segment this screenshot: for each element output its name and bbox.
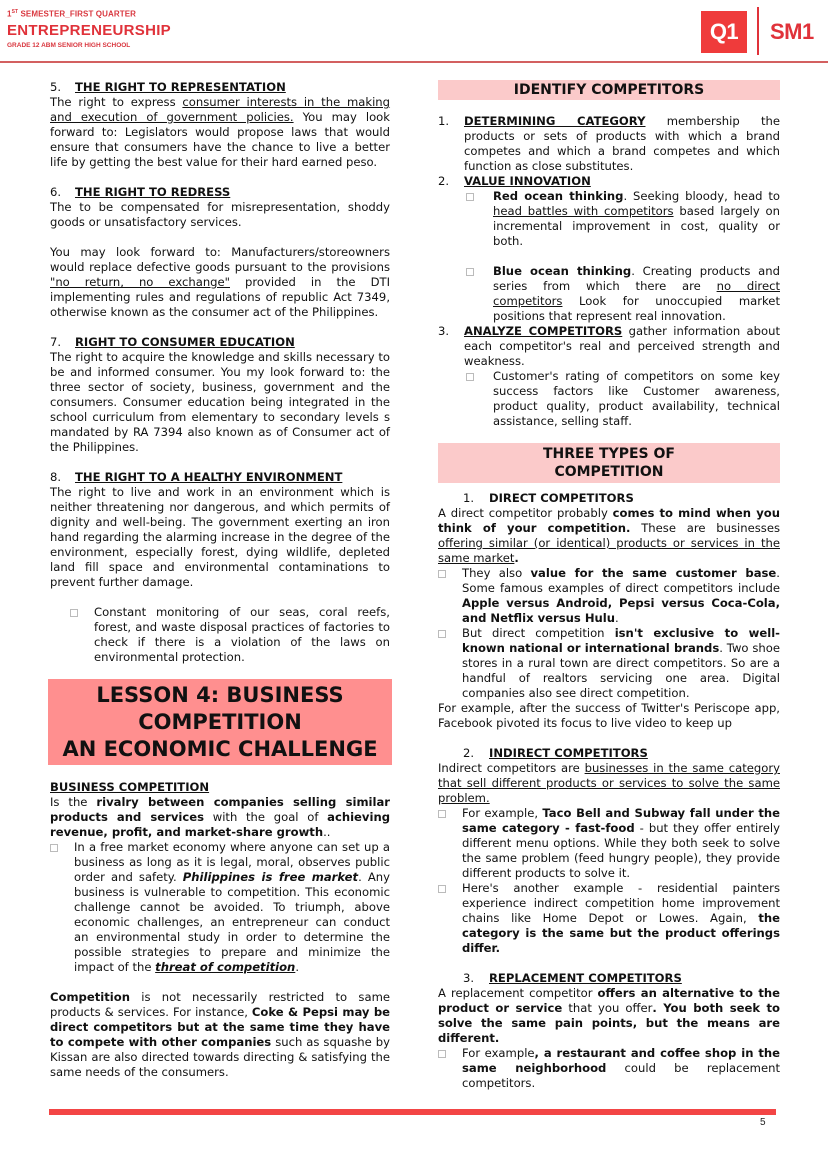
bullet-box-icon xyxy=(438,630,446,638)
list-item-value-innovation: 2. VALUE INNOVATION xyxy=(438,174,591,188)
replacement-competitors-heading: 3. REPLACEMENT COMPETITORS xyxy=(463,971,682,985)
footer-rule xyxy=(49,1109,776,1115)
list-item: For example, Taco Bell and Subway fall under the same category - fast-food - but they offer entirely different menu options. While they both seek to solve the same problem (feed hungry people), they provide different products to solve it. xyxy=(438,806,780,881)
paragraph-redress: The to be compensated for misrepresentation, shoddy goods or unsatisfactory services. xyxy=(50,200,390,229)
paragraph-direct-example: For example, after the success of Twitter's Periscope app, Facebook pivoted its focus to live video to keep up xyxy=(438,701,780,730)
semester-label: 1ST SEMESTER_FIRST QUARTER xyxy=(7,9,137,19)
bullet-box-icon xyxy=(466,268,474,276)
section-heading-redress: 6. THE RIGHT TO REDRESS xyxy=(50,185,231,199)
list-item: For example, a restaurant and coffee shop in the same neighborhood could be replacement competitors. xyxy=(438,1046,780,1091)
three-types-banner: THREE TYPES OF COMPETITION xyxy=(438,443,780,483)
business-competition-heading: BUSINESS COMPETITION xyxy=(50,780,210,794)
list-item-analyze-competitors: 3. ANALYZE COMPETITORS gather information about each competitor's real and perceived strength and weakness. xyxy=(438,324,780,368)
bullet-box-icon xyxy=(466,193,474,201)
list-item-determining-category: 1. DETERMINING CATEGORY membership the products or sets of products with which a brand competes and which a brand competes and which function as close substitutes. xyxy=(438,114,780,173)
paragraph-consumer-education: The right to acquire the knowledge and skills necessary to be and informed consumer. You my look forward to: the three sector of society, business, government and the consumers. Consumer education being integrated in the school curriculum from elementary to secondary levels s mandated by RA 7394 also known as of Consumer act of the Philippines. xyxy=(50,350,390,454)
paragraph-replacement-competitors: A replacement competitor offers an alternative to the product or service that you offer. You both seek to solve the same pain points, but the means are different. xyxy=(438,986,780,1045)
list-item: They also value for the same customer base. Some famous examples of direct competitors include Apple versus Android, Pepsi versus Coca-Cola, and Netflix versus Hulu. xyxy=(438,566,780,626)
page-number: 5 xyxy=(760,1117,766,1128)
paragraph-redress-forward: You may look forward to: Manufacturers/storeowners would replace defective goods pursuant to the provisions "no return, no exchange" provided in the DTI implementing rules and regulations of republic Act 7349, otherwise known as the consumer act of the Philippines. xyxy=(50,245,390,319)
bullet-box-icon xyxy=(438,570,446,578)
module-badge: SM1 xyxy=(770,19,814,44)
lesson-banner: LESSON 4: BUSINESS COMPETITION AN ECONOMIC CHALLENGE xyxy=(48,679,392,765)
bullet-box-icon xyxy=(438,810,446,818)
bullet-box-icon xyxy=(466,373,474,381)
list-item: Here's another example - residential painters experience indirect competition home improvement chains like Home Depot or Lowes. Again, the category is the same but the product offerings differ. xyxy=(438,881,780,956)
paragraph-healthy-environment: The right to live and work in an environment which is neither threatening nor dangerous, and which permits of dignity and well-being. The government exerting an iron hand regarding the alarming increase in the degree of the environment, especially forest, dying wildlife, depleted land fill space and environmental contaminations to prevent further damage. xyxy=(50,485,390,589)
list-item-red-ocean: Red ocean thinking. Seeking bloody, head to head battles with competitors based largely on incremental improvement in cost, quality or both. xyxy=(438,189,780,249)
bullet-box-icon xyxy=(438,885,446,893)
direct-competitors-heading: 1. DIRECT COMPETITORS xyxy=(463,491,634,505)
section-heading-representation: 5. THE RIGHT TO REPRESENTATION xyxy=(50,80,286,94)
indirect-competitors-heading: 2. INDIRECT COMPETITORS xyxy=(463,746,648,760)
list-item: But direct competition isn't exclusive to well-known national or international brands. Two shoe stores in a rural town are direct competitors. So are a handful of realtors servicing one area. Digital companies also see direct competition. xyxy=(438,626,780,701)
paragraph-competition: Competition is not necessarily restricted to same products & services. For instance, Coke & Pepsi may be direct competitors but at the same time they have to compete with other companies such as squashe by Kissan are also directed towards directing & satisfying the same needs of the consumers. xyxy=(50,990,390,1079)
paragraph-representation: The right to express consumer interests in the making and execution of government policies. You may look forward to: Legislators would propose laws that would ensure that consumers have the chance to live a better life by getting the best value for their hard earned peso. xyxy=(50,95,391,169)
list-item: Constant monitoring of our seas, coral reefs, forest, and waste disposal practices of factories to check if there is a violation of the laws on environmental protection. xyxy=(50,605,390,665)
list-item-blue-ocean: Blue ocean thinking. Creating products and series from which there are no direct competitors Look for unoccupied market positions that represent real innovation. xyxy=(438,264,780,324)
list-item-customer-rating: Customer's rating of competitors on some key success factors like Customer awareness, product quality, product availability, technical assistance, selling staff. xyxy=(438,369,780,429)
header-rule xyxy=(0,61,828,63)
business-competition-definition: Is the rivalry between companies selling similar products and services with the goal of achieving revenue, profit, and market-share growth.. xyxy=(50,795,391,839)
right-column xyxy=(438,80,780,1091)
section-heading-consumer-education: 7. RIGHT TO CONSUMER EDUCATION xyxy=(50,335,295,349)
left-column xyxy=(50,80,390,1080)
badge-divider xyxy=(757,7,759,55)
subject-title: ENTREPRENEURSHIP xyxy=(7,22,171,39)
bullet-box-icon xyxy=(70,609,78,617)
list-item: In a free market economy where anyone can set up a business as long as it is legal, moral, observes public order and safety. Philippines is free market. Any business is vulnerable to competition. This economic challenge cannot be avoided. To triumph, above economic challenges, an entrepreneur can conduct an environmental study in order to determine the possible strategies to prepare and minimize the impact of the threat of competition. xyxy=(50,840,390,975)
section-heading-healthy-environment: 8. THE RIGHT TO A HEALTHY ENVIRONMENT xyxy=(50,470,343,484)
quarter-badge: Q1 xyxy=(701,11,747,53)
bullet-box-icon xyxy=(438,1050,446,1058)
bullet-box-icon xyxy=(50,844,58,852)
grade-label: GRADE 12 ABM SENIOR HIGH SCHOOL xyxy=(7,42,131,49)
paragraph-indirect-competitors: Indirect competitors are businesses in the same category that sell different products or services to solve the same problem. xyxy=(438,761,780,805)
page-header xyxy=(0,0,828,62)
paragraph-direct-competitors: A direct competitor probably comes to mind when you think of your competition. These are businesses offering similar (or identical) products or services in the same market. xyxy=(438,506,780,565)
identify-competitors-banner: IDENTIFY COMPETITORS xyxy=(438,80,780,100)
